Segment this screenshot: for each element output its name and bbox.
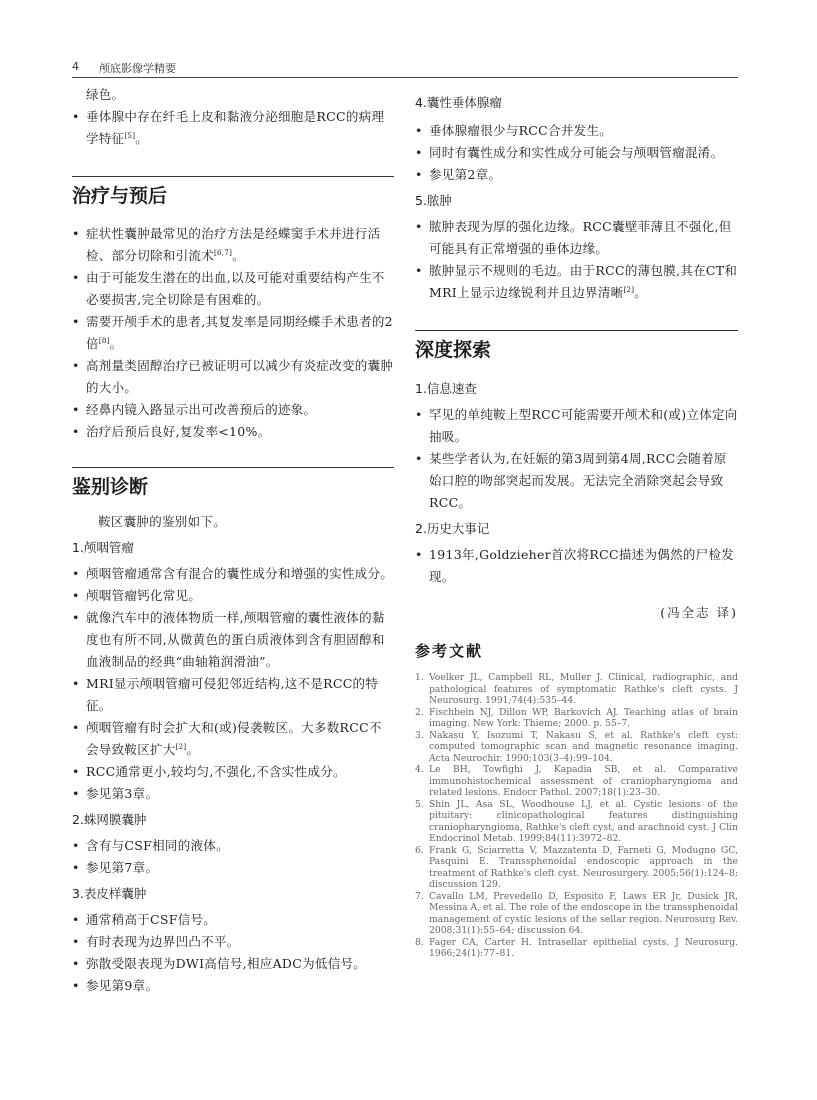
bullet-item: • 参见第3章。: [72, 783, 394, 805]
book-title: 颅底影像学精要: [99, 62, 176, 75]
bullet-item: • 脓肿表现为厚的强化边缘。RCC囊壁菲薄且不强化,但可能具有正常增强的垂体边缘。: [415, 216, 738, 260]
subsection-title: 3.表皮样囊肿: [72, 886, 147, 901]
intro-fragment: 绿色。: [86, 87, 125, 102]
quick-facts-list: [415, 404, 738, 514]
page-header: [72, 60, 738, 76]
section-title-treatment: 治疗与预后: [72, 176, 394, 212]
reference-item: 7. Cavallo LM, Prevedello D, Esposito F, Laws ER Jr, Dusick JR, Messina A, et al. The role of the endoscope in the transsphenoidal management of cystic lesions of the sellar region. Neurosurg Rev. 2008;31(1):55–64; discussion 64.: [415, 890, 738, 936]
bullet-item: • 颅咽管瘤钙化常见。: [72, 585, 394, 607]
history-list: [415, 544, 738, 588]
subsection-title: 1.信息速查: [415, 381, 477, 396]
section-title-deep-dive: 深度探索: [415, 330, 738, 366]
reference-item: 2. Fischbein NJ, Dillon WP, Barkovich AJ. Teaching atlas of brain imaging. New York: Thieme; 2000. p. 55–7.: [415, 706, 738, 729]
bullet-item: • 就像汽车中的液体物质一样,颅咽管瘤的囊性液体的黏度也有所不同,从微黄色的蛋白质液体到含有胆固醇和血液制品的经典“曲轴箱润滑油”。: [72, 607, 394, 673]
epidermoid-list: [72, 909, 394, 997]
bullet-item: • 含有与CSF相同的液体。: [72, 835, 394, 857]
subsection-title: 2.历史大事记: [415, 521, 490, 536]
bullet-item: • 颅咽管瘤通常含有混合的囊性成分和增强的实性成分。: [72, 563, 394, 585]
bullet-item: • 治疗后预后良好,复发率<10%。: [72, 421, 394, 443]
bullet-item: • 1913年,Goldzieher首次将RCC描述为偶然的尸检发现。: [415, 544, 738, 588]
references-title: 参考文献: [415, 642, 484, 660]
bullet-item: • 某些学者认为,在妊娠的第3周到第4周,RCC会随着原始口腔的吻部突起而发展。无法完全消除突起会导致RCC。: [415, 448, 738, 514]
reference-list: [415, 672, 738, 960]
bullet-item: • 需要开颅手术的患者,其复发率是同期经蝶手术患者的2倍[8]。: [72, 311, 394, 355]
pituitary-adenoma-list: [415, 120, 738, 186]
page-number: 4: [72, 60, 79, 73]
bullet-item: • 通常稍高于CSF信号。: [72, 909, 394, 931]
craniopharyngioma-list: [72, 563, 394, 805]
bullet-item: • 参见第7章。: [72, 857, 394, 879]
subsection-title: 4.囊性垂体腺瘤: [415, 95, 502, 110]
reference-item: 5. Shin JL, Asa SL, Woodhouse LJ, et al. Cystic lesions of the pituitary: clinicopathological features distinguishing craniopharyngioma, Rathke's cleft cyst, and arachnoid cyst. J Clin Endocrinol Metab. 1999;84(11):3972–82.: [415, 798, 738, 844]
section-title-diagnosis: 鉴别诊断: [72, 467, 394, 503]
subsection-title: 5.脓肿: [415, 193, 452, 208]
right-column: [415, 84, 738, 960]
bullet-item: • 经鼻内镜入路显示出可改善预后的迹象。: [72, 399, 394, 421]
bullet-item: • 参见第9章。: [72, 975, 394, 997]
subsection-title: 2.蛛网膜囊肿: [72, 812, 147, 827]
reference-item: 4. Le BH, Towfighi J, Kapadia SB, et al. Comparative immunohistochemical assessment of craniopharyngioma and related lesions. Endocr Pathol. 2007;18(1):23–30.: [415, 764, 738, 798]
bullet-item: • MRI显示颅咽管瘤可侵犯邻近结构,这不是RCC的特征。: [72, 673, 394, 717]
reference-item: 8. Fager CA, Carter H. Intrasellar epithelial cysts. J Neurosurg. 1966;24(1):77–81.: [415, 936, 738, 959]
bullet-item: • 垂体腺中存在纤毛上皮和黏液分泌细胞是RCC的病理学特征[5]。: [72, 106, 394, 150]
reference-item: 6. Frank G, Sciarretta V, Mazzatenta D, Farneti G, Modugno GC, Pasquini E. Transsphenoidal endoscopic approach in the treatment of Rathke's cleft cyst. Neurosurgery. 2005;56(1):124–8; discussion 129.: [415, 844, 738, 890]
diagnosis-intro: 鞍区囊肿的鉴别如下。: [98, 514, 227, 529]
subsection-title: 1.颅咽管瘤: [72, 540, 134, 555]
bullet-item: • 颅咽管瘤有时会扩大和(或)侵袭鞍区。大多数RCC不会导致鞍区扩大[2]。: [72, 717, 394, 761]
bullet-item: • 参见第2章。: [415, 164, 738, 186]
bullet-item: • 脓肿显示不规则的毛边。由于RCC的薄包膜,其在CT和MRI上显示边缘锐利并且边界清晰[2]。: [415, 260, 738, 304]
treatment-list: [72, 223, 394, 443]
arachnoid-cyst-list: [72, 835, 394, 879]
abscess-list: [415, 216, 738, 304]
bullet-item: • 症状性囊肿最常见的治疗方法是经蝶窦手术并进行活检、部分切除和引流术[6,7]。: [72, 223, 394, 267]
translator-credit: (冯全志 译): [660, 605, 738, 620]
header-rule: [72, 77, 738, 78]
left-column: [72, 84, 394, 997]
bullet-item: • 由于可能发生潜在的出血,以及可能对重要结构产生不必要损害,完全切除是有困难的。: [72, 267, 394, 311]
bullet-item: • 弥散受限表现为DWI高信号,相应ADC为低信号。: [72, 953, 394, 975]
bullet-item: • 罕见的单纯鞍上型RCC可能需要开颅术和(或)立体定向抽吸。: [415, 404, 738, 448]
bullet-item: • 高剂量类固醇治疗已被证明可以减少有炎症改变的囊肿的大小。: [72, 355, 394, 399]
reference-item: 3. Nakasu Y, Isozumi T, Nakasu S, et al. Rathke's cleft cyst: computed tomographic scan and magnetic resonance imaging. Acta Neurochir. 1990;103(3–4):99–104.: [415, 729, 738, 764]
bullet-item: • RCC通常更小,较均匀,不强化,不含实性成分。: [72, 761, 394, 783]
bullet-item: • 垂体腺瘤很少与RCC合并发生。: [415, 120, 738, 142]
bullet-item: • 有时表现为边界凹凸不平。: [72, 931, 394, 953]
bullet-item: • 同时有囊性成分和实性成分可能会与颅咽管瘤混淆。: [415, 142, 738, 164]
reference-item: 1. Voelker JL, Campbell RL, Muller J. Clinical, radiographic, and pathological features of symptomatic Rathke's cleft cysts. J Neurosurg. 1991;74(4):535–44.: [415, 672, 738, 706]
